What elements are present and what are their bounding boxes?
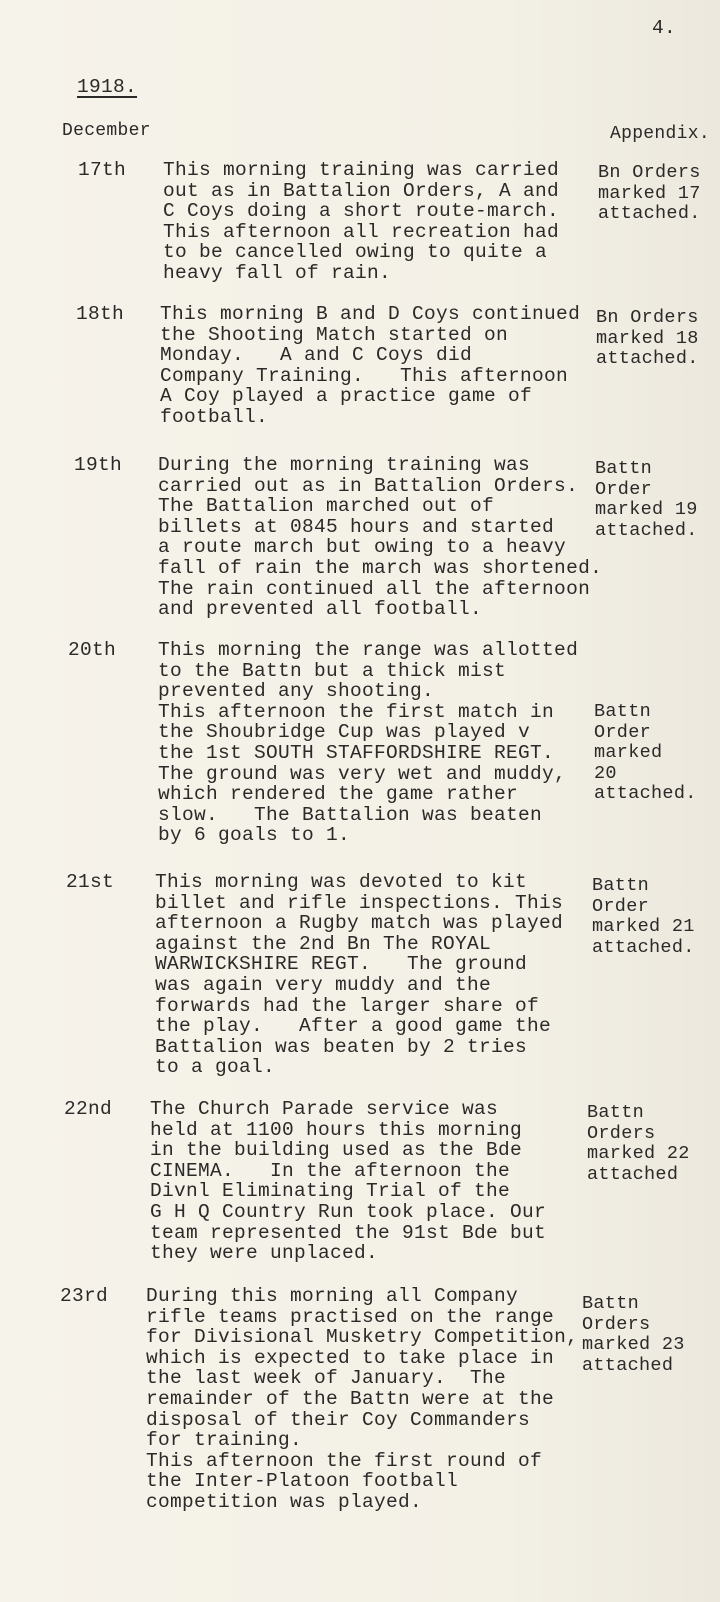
entry-date: 22nd <box>64 1098 113 1120</box>
entry-text-line: a route march but owing to a heavy <box>158 536 567 559</box>
appendix-reference-line: attached. <box>596 348 699 370</box>
entry-text-line: which is expected to take place in <box>146 1346 555 1369</box>
entry-text-line: The Church Parade service was <box>150 1098 499 1120</box>
appendix-column-header: Appendix. <box>610 124 710 144</box>
entry-text-line: by 6 goals to 1. <box>158 824 351 847</box>
entry-text-line: disposal of their Coy Commanders <box>146 1408 531 1431</box>
appendix-reference-line: marked <box>594 742 663 764</box>
entry-date: 19th <box>74 454 123 476</box>
entry-text-line: slow. The Battalion was beaten <box>158 803 543 826</box>
entry-text-line: billet and rifle inspections. This <box>155 891 564 914</box>
entry-text-line: fall of rain the march was shortened. <box>158 557 603 579</box>
entry-text-line: This morning B and D Coys continued <box>160 303 581 325</box>
entry-text-line: This afternoon the first match in <box>158 700 555 723</box>
appendix-reference-line: attached. <box>594 783 697 805</box>
entry-text-line: competition was played. <box>146 1491 423 1513</box>
entry-text-line: to a goal. <box>155 1056 276 1079</box>
appendix-reference-line: Battn <box>594 701 652 722</box>
entry-date: 20th <box>68 639 117 661</box>
entry-text-line: to be cancelled owing to quite a <box>163 241 548 264</box>
entry-text-line: Monday. A and C Coys did <box>160 344 473 367</box>
entry-text-line: During this morning all Company <box>146 1285 519 1307</box>
appendix-reference-line: marked 23 <box>582 1334 685 1356</box>
entry-text-line: team represented the 91st Bde but <box>150 1221 547 1244</box>
appendix-reference-line: Battn <box>595 458 653 479</box>
appendix-reference-line: attached. <box>598 203 701 225</box>
entry-date: 21st <box>66 871 115 893</box>
entry-text-line: afternoon a Rugby match was played <box>155 912 564 935</box>
entry-text-line: and prevented all football. <box>158 598 483 621</box>
entry-text-line: During the morning training was <box>158 454 531 476</box>
appendix-reference-line: marked 21 <box>592 916 695 938</box>
entry-text-line: billets at 0845 hours and started <box>158 515 555 538</box>
entry-text-line: for Divisional Musketry Competition, <box>146 1326 579 1349</box>
appendix-reference-line: Bn Orders <box>598 162 701 183</box>
entry-text-line: the Inter-Platoon football <box>146 1470 459 1493</box>
appendix-reference-line: Battn <box>582 1293 640 1314</box>
year-heading: 1918. <box>77 76 138 98</box>
appendix-reference-line: Orders <box>587 1122 656 1144</box>
entry-text-line: G H Q Country Run took place. Our <box>150 1201 547 1223</box>
entry-text-line: A Coy played a practice game of <box>160 385 533 408</box>
entry-date: 18th <box>76 303 125 325</box>
entry-text-line: they were unplaced. <box>150 1242 379 1265</box>
entry-text-line: heavy fall of rain. <box>163 262 392 284</box>
appendix-reference-line: Battn <box>587 1102 645 1123</box>
entry-text-line: WARWICKSHIRE REGT. The ground <box>155 953 528 976</box>
entry-text-line: forwards had the larger share of <box>155 994 540 1017</box>
entry-text-line: carried out as in Battalion Orders. <box>158 474 579 497</box>
appendix-reference-line: attached <box>582 1354 674 1376</box>
entry-text-line: Company Training. This afternoon <box>160 364 569 387</box>
entry-text-line: Battalion was beaten by 2 tries <box>155 1035 528 1058</box>
entry-text-line: C Coys doing a short route-march. <box>163 200 560 223</box>
entry-text-line: football. <box>160 406 269 428</box>
entry-text-line: the Shooting Match started on <box>160 323 509 346</box>
entry-date: 23rd <box>60 1285 109 1307</box>
entry-text-line: The Battalion marched out of <box>158 495 495 518</box>
appendix-reference-line: marked 22 <box>587 1143 690 1165</box>
entry-text-line: to the Battn but a thick mist <box>158 659 507 682</box>
entry-text-line: CINEMA. In the afternoon the <box>150 1159 511 1182</box>
entry-text-line: This morning training was carried <box>163 159 560 181</box>
entry-text-line: which rendered the game rather <box>158 783 519 806</box>
appendix-reference-line: Order <box>595 478 653 500</box>
entry-text-line: This afternoon all recreation had <box>163 220 560 243</box>
entry-text-line: for training. <box>146 1429 303 1452</box>
entry-text-line: This afternoon the first round of <box>146 1449 543 1472</box>
entry-text-line: the last week of January. The <box>146 1367 507 1390</box>
appendix-reference-line: attached <box>587 1163 679 1185</box>
appendix-reference-line: Battn <box>592 875 650 896</box>
appendix-reference-line: Bn Orders <box>596 307 699 328</box>
entry-text-line: The rain continued all the afternoon <box>158 577 591 600</box>
appendix-reference-line: 20 <box>594 762 617 784</box>
entry-text-line: The ground was very wet and muddy, <box>158 762 567 785</box>
page-number: 4. <box>652 17 677 39</box>
entry-text-line: Divnl Eliminating Trial of the <box>150 1180 511 1203</box>
entry-text-line: the play. After a good game the <box>155 1015 552 1038</box>
appendix-reference-line: marked 19 <box>595 499 698 521</box>
appendix-reference-line: attached. <box>592 936 695 958</box>
entry-text-line: was again very muddy and the <box>155 974 492 996</box>
month-heading: December <box>62 121 151 141</box>
entry-text-line: in the building used as the Bde <box>150 1139 523 1162</box>
appendix-reference-line: attached. <box>595 519 698 541</box>
entry-text-line: rifle teams practised on the range <box>146 1305 555 1328</box>
entry-text-line: the 1st SOUTH STAFFORDSHIRE REGT. <box>158 742 555 764</box>
appendix-reference-line: marked 17 <box>598 182 701 204</box>
entry-text-line: the Shoubridge Cup was played v <box>158 721 531 744</box>
entry-text-line: This morning was devoted to kit <box>155 871 528 893</box>
appendix-reference-line: Order <box>592 895 650 917</box>
entry-text-line: remainder of the Battn were at the <box>146 1388 555 1410</box>
appendix-reference-line: marked 18 <box>596 327 699 349</box>
entry-text-line: out as in Battalion Orders, A and <box>163 179 560 202</box>
entry-text-line: prevented any shooting. <box>158 680 435 703</box>
entry-text-line: against the 2nd Bn The ROYAL <box>155 932 492 955</box>
entry-date: 17th <box>78 159 127 181</box>
appendix-reference-line: Order <box>594 721 652 743</box>
entry-text-line: held at 1100 hours this morning <box>150 1118 523 1141</box>
appendix-reference-line: Orders <box>582 1313 651 1335</box>
entry-text-line: This morning the range was allotted <box>158 639 579 661</box>
